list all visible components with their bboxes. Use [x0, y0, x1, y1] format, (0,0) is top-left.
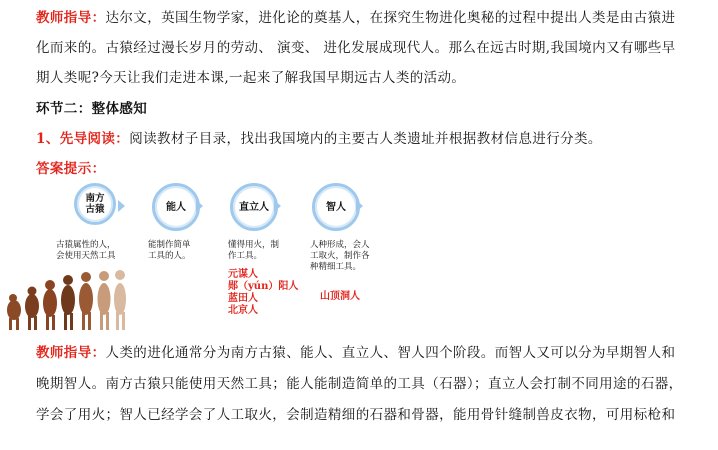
stage-desc-line: 种精细工具。 — [310, 262, 362, 272]
stage-desc-homo-sapiens — [310, 240, 370, 273]
intro-label: 教师指导： — [36, 10, 106, 26]
site-name: 山顶洞人 — [320, 291, 360, 302]
stage-desc-australopithecus — [56, 240, 116, 262]
homo-erectus-sites — [228, 269, 298, 317]
intro-paragraph — [36, 6, 675, 26]
stage-desc-line: 人种形成，会人 — [310, 240, 370, 250]
stage-desc-line: 古猿属性的人， — [56, 240, 116, 250]
site-name: 郧（yún）阳人 — [228, 281, 299, 292]
intro-line-1: 达尔文，英国生物学家，进化论的奠基人，在探究生物进化奥秘的过程中提出人类是由古猿进 — [105, 10, 676, 26]
stage-desc-line: 工取火，制作各 — [310, 251, 370, 261]
stage-homo-erectus — [230, 183, 282, 235]
stage-desc-homo-habilis — [148, 240, 191, 262]
stage-desc-line: 工具的人。 — [148, 251, 191, 261]
guidance-label: 教师指导： — [36, 345, 106, 361]
intro-line-3: 期人类呢?今天让我们走进本课,一起来了解我国早期远古人类的活动。 — [36, 70, 466, 86]
stage-circle-homo-erectus: 直立人 — [230, 183, 278, 231]
site-name: 蓝田人 — [228, 293, 258, 304]
guidance-paragraph — [36, 341, 675, 361]
stage-desc-line: 能制作简单 — [148, 240, 191, 250]
stage-circle-homo-habilis: 能人 — [152, 183, 200, 231]
section-title: 环节二：整体感知 — [36, 101, 148, 117]
arrow-right-icon — [274, 200, 281, 212]
arrow-right-icon — [196, 200, 203, 212]
homo-sapiens-sites — [320, 291, 360, 303]
stage-desc-homo-erectus — [228, 240, 279, 262]
stage-circle-australopithecus: 南方古猿 — [74, 183, 116, 225]
stage-australopithecus — [74, 183, 126, 235]
intro-line-2: 化而来的。古猿经过漫长岁月的劳动、 演变、 进化发展成现代人。那么在远古时期,我国境内又有哪些早 — [36, 40, 676, 56]
stage-desc-line: 懂得用火，制 — [228, 240, 280, 250]
guidance-line-3: 学会了用火；智人已经学会了人工取火，会制造精细的石器和骨器，能用骨针缝制兽皮衣物，可用标枪和 — [36, 407, 676, 423]
task-paragraph — [36, 127, 602, 147]
stage-desc-line: 会使用天然工具 — [56, 251, 116, 261]
guidance-line-2: 晚期智人。南方古猿只能使用天然工具；能人能制造简单的工具（石器）；直立人会打制不同用途的石器， — [36, 376, 683, 392]
stage-homo-habilis — [152, 183, 204, 235]
answer-label: 答案提示： — [36, 161, 106, 177]
site-name: 元谋人 — [228, 269, 258, 280]
stage-circle-homo-sapiens: 智人 — [312, 183, 360, 231]
stage-homo-sapiens — [312, 183, 364, 235]
stage-desc-line: 作工具。 — [228, 251, 263, 261]
task-label: 1、先导阅读： — [36, 131, 130, 147]
site-name: 北京人 — [228, 305, 258, 316]
arrow-right-icon — [356, 200, 363, 212]
task-text: 阅读教材子目录，找出我国境内的主要古人类遗址并根据教材信息进行分类。 — [129, 131, 602, 147]
guidance-line-1: 人类的进化通常分为南方古猿、能人、直立人、智人四个阶段。而智人又可以分为早期智人和 — [105, 345, 676, 361]
arrow-right-icon — [118, 200, 125, 212]
human-evolution-illustration — [4, 266, 128, 332]
